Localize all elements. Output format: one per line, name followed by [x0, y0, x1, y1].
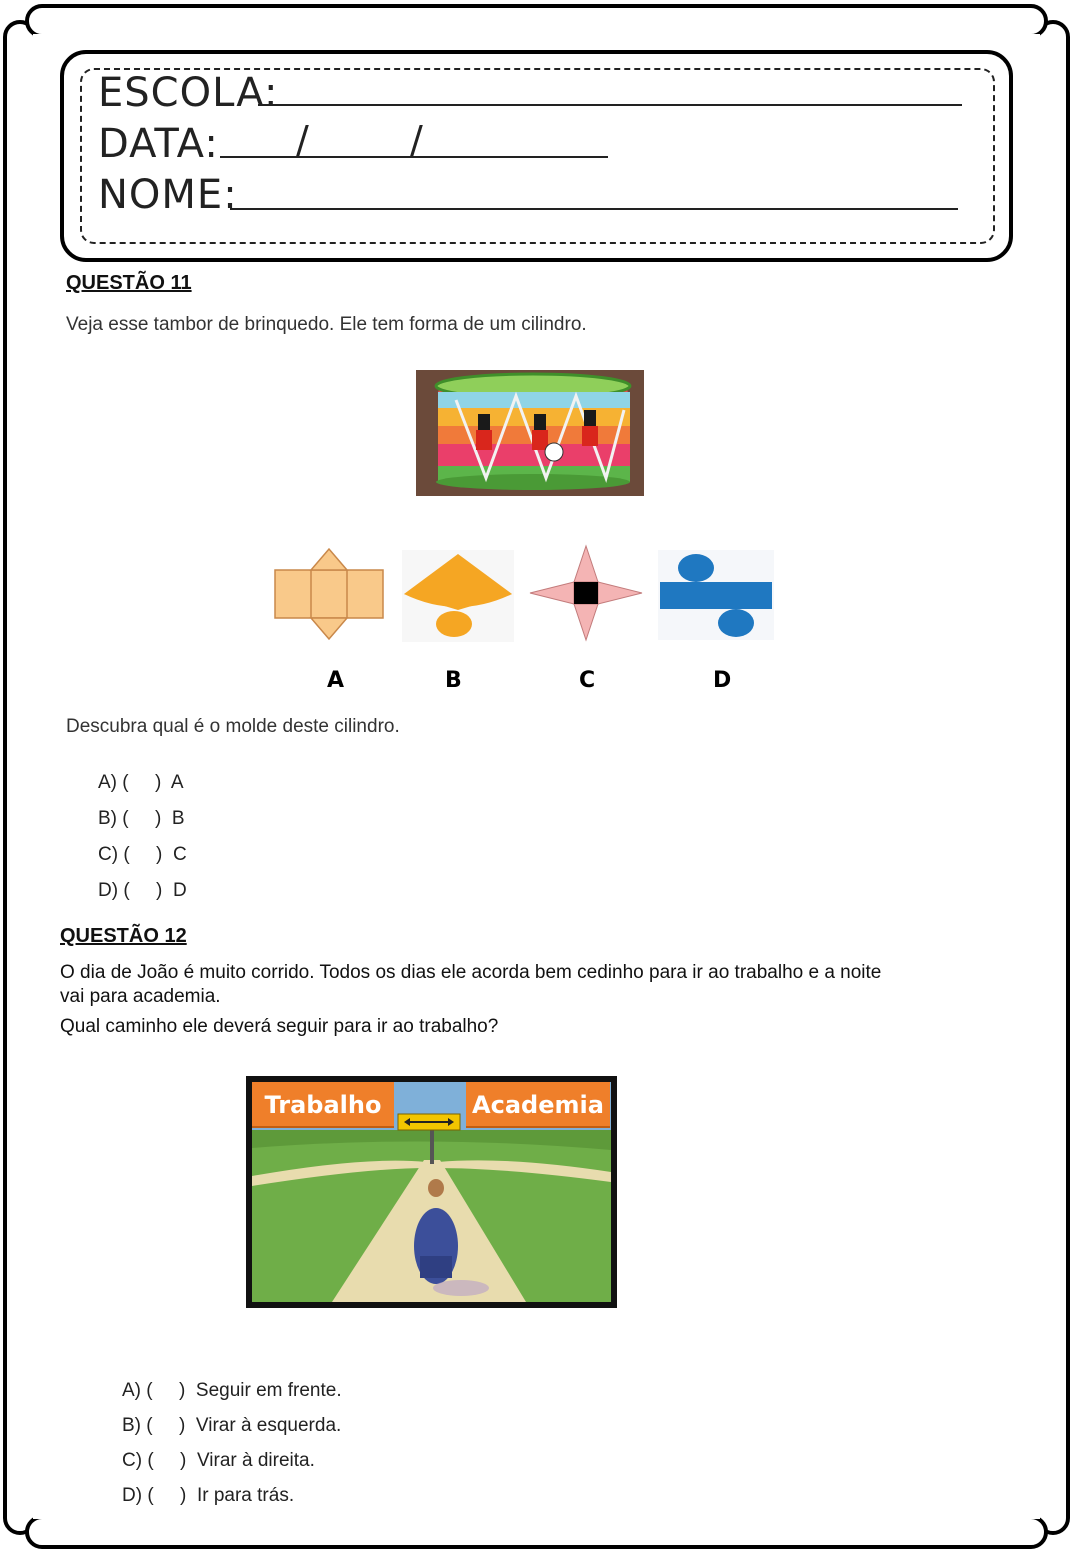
frame-bottom-bar: [25, 1515, 1048, 1549]
school-label: ESCOLA:: [98, 70, 279, 116]
name-label: NOME:: [98, 172, 238, 218]
sign-trabalho: Trabalho: [252, 1082, 394, 1128]
net-label-c: C: [579, 668, 596, 693]
net-b-cone: [402, 550, 514, 642]
frame-top-bar: [25, 4, 1048, 38]
name-line[interactable]: [230, 208, 958, 210]
q12-question: Qual caminho ele deverá seguir para ir ao trabalho?: [60, 1016, 499, 1037]
q11-title: QUESTÃO 11: [66, 272, 192, 294]
q12-option-b[interactable]: B) ( ) Virar à esquerda.: [122, 1415, 342, 1436]
net-label-d: D: [713, 668, 732, 693]
q12-line2: vai para academia.: [60, 986, 221, 1007]
net-d-cylinder: [658, 550, 774, 640]
frame-right-bar: [1036, 20, 1070, 1535]
date-separator-2: /: [410, 118, 424, 162]
q12-options: [122, 1380, 342, 1520]
q11-intro: Veja esse tambor de brinquedo. Ele tem forma de um cilindro.: [66, 314, 587, 335]
q12-option-a[interactable]: A) ( ) Seguir em frente.: [122, 1380, 342, 1401]
q12-option-d[interactable]: D) ( ) Ir para trás.: [122, 1485, 295, 1506]
date-separator-1: /: [296, 118, 310, 162]
net-label-a: A: [327, 668, 345, 693]
q12-option-c[interactable]: C) ( ) Virar à direita.: [122, 1450, 315, 1471]
net-a-prism: [272, 546, 384, 642]
q12-title: QUESTÃO 12: [60, 925, 187, 947]
q11-option-b[interactable]: B) ( ) B: [98, 808, 185, 829]
q11-option-a[interactable]: A) ( ) A: [98, 772, 184, 793]
date-label: DATA:: [98, 121, 219, 167]
toy-drum-image: [416, 370, 644, 496]
frame-left-bar: [3, 20, 37, 1535]
net-c-pyramid: [528, 544, 644, 642]
q11-options: [98, 772, 187, 916]
q11-option-c[interactable]: C) ( ) C: [98, 844, 187, 865]
school-line[interactable]: [258, 104, 962, 106]
q12-line1: O dia de João é muito corrido. Todos os dias ele acorda bem cedinho para ir ao trabalho e a noite: [60, 962, 882, 983]
net-label-b: B: [445, 668, 462, 693]
q11-prompt: Descubra qual é o molde deste cilindro.: [66, 716, 400, 737]
q11-option-d[interactable]: D) ( ) D: [98, 880, 187, 901]
sign-academia: Academia: [466, 1082, 610, 1128]
